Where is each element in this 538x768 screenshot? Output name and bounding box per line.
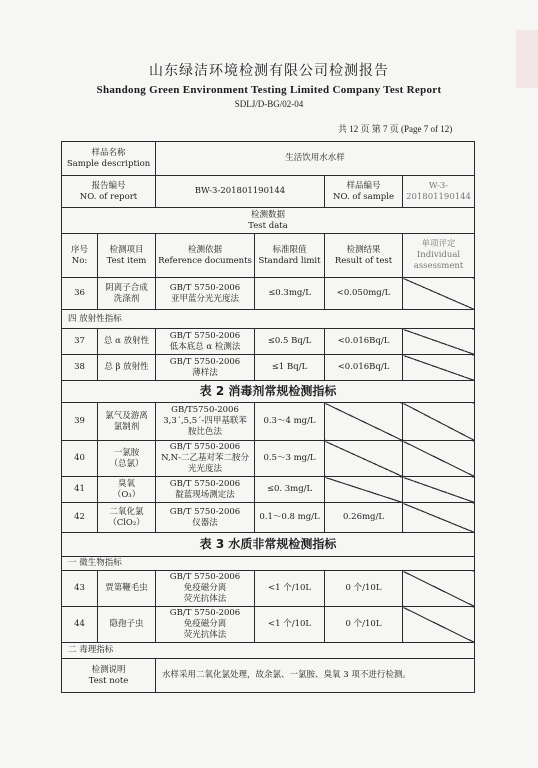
table-row: 37 总 α 放射性 GB/T 5750-2006 低本底总 α 检测法 ≤0.5 Bq/L <0.016Bq/L: [62, 329, 475, 355]
col-no: 序号 No:: [62, 234, 98, 278]
section-toxicology: 二 毒理指标: [62, 643, 475, 659]
assessment-cell: [403, 607, 475, 643]
document-number: SDLJ/D-BG/02-04: [234, 99, 304, 109]
assessment-cell: [403, 355, 475, 381]
page-info: 共 12 页 第 7 页 (Page 7 of 12): [338, 124, 453, 134]
test-note-text: 水样采用二氧化氯处理，故余氯、一氯胺、臭氧 3 项不进行检测。: [156, 659, 475, 693]
assessment-cell: [403, 403, 475, 441]
table-row: 43 贾第鞭毛虫 GB/T 5750-2006 免疫磁分离 荧光抗体法 <1 个/10L 0 个/10L: [62, 571, 475, 607]
sample-description-label: 样品名称 Sample description: [62, 142, 156, 176]
assessment-cell: [403, 571, 475, 607]
assessment-cell: [403, 278, 475, 310]
assessment-cell: [403, 477, 475, 503]
report-number-label: 报告编号 NO. of report: [62, 176, 156, 208]
sample-description-value: 生活饮用水水样: [156, 142, 475, 176]
table-row: 40 一氯胺 （总氯） GB/T 5750-2006 N,N-二乙基对苯二胺分 光光度法 0.5～3 mg/L: [62, 441, 475, 477]
test-note-label: 检测说明 Test note: [62, 659, 156, 693]
test-data-heading: 检测数据 Test data: [62, 208, 475, 234]
table-row: 41 臭氧 （O₃） GB/T 5750-2006 靛蓝现场测定法 ≤0. 3mg/L: [62, 477, 475, 503]
report-title-cn: 山东绿洁环境检测有限公司检测报告: [149, 63, 389, 79]
col-assess: 单项评定 Individual assessment: [403, 234, 475, 278]
sample-number-label: 样品编号 NO. of sample: [325, 176, 403, 208]
col-ref: 检测依据 Reference documents: [156, 234, 255, 278]
section-microbial: 一 微生物指标: [62, 557, 475, 571]
table-row: 44 隐孢子虫 GB/T 5750-2006 免疫磁分离 荧光抗体法 <1 个/10L 0 个/10L: [62, 607, 475, 643]
sample-number-value: W-3-201801190144: [403, 176, 475, 208]
col-item: 检测项目 Test item: [98, 234, 156, 278]
table3-heading: 表 3 水质非常规检测指标: [62, 533, 475, 557]
table-row: 42 二氧化氯 （ClO₂） GB/T 5750-2006 仪器法 0.1～0.8 mg/L 0.26mg/L: [62, 503, 475, 533]
col-result: 检测结果 Result of test: [325, 234, 403, 278]
report-title-en: Shandong Green Environment Testing Limited Company Test Report: [96, 84, 442, 96]
table-row: 36 阴离子合成 洗涤剂 GB/T 5750-2006 亚甲蓝分光光度法 ≤0.3mg/L <0.050mg/L: [62, 278, 475, 310]
section-radioactive: 四 放射性指标: [62, 310, 475, 329]
table2-heading: 表 2 消毒剂常规检测指标: [62, 381, 475, 403]
column-header-row: [62, 234, 475, 278]
assessment-cell: [403, 503, 475, 533]
assessment-cell: [403, 441, 475, 477]
table-row: 38 总 β 放射性 GB/T 5750-2006 薄样法 ≤1 Bq/L <0.016Bq/L: [62, 355, 475, 381]
report-number-value: BW-3-201801190144: [156, 176, 325, 208]
table-row: 39 氯气及游离 氯制剂 GB/T5750-2006 3,3´,5,5´-四甲基联苯 胺比色法 0.3～4 mg/L: [62, 403, 475, 441]
test-report-table: [61, 141, 475, 693]
assessment-cell: [403, 329, 475, 355]
col-limit: 标准限值 Standard limit: [255, 234, 325, 278]
